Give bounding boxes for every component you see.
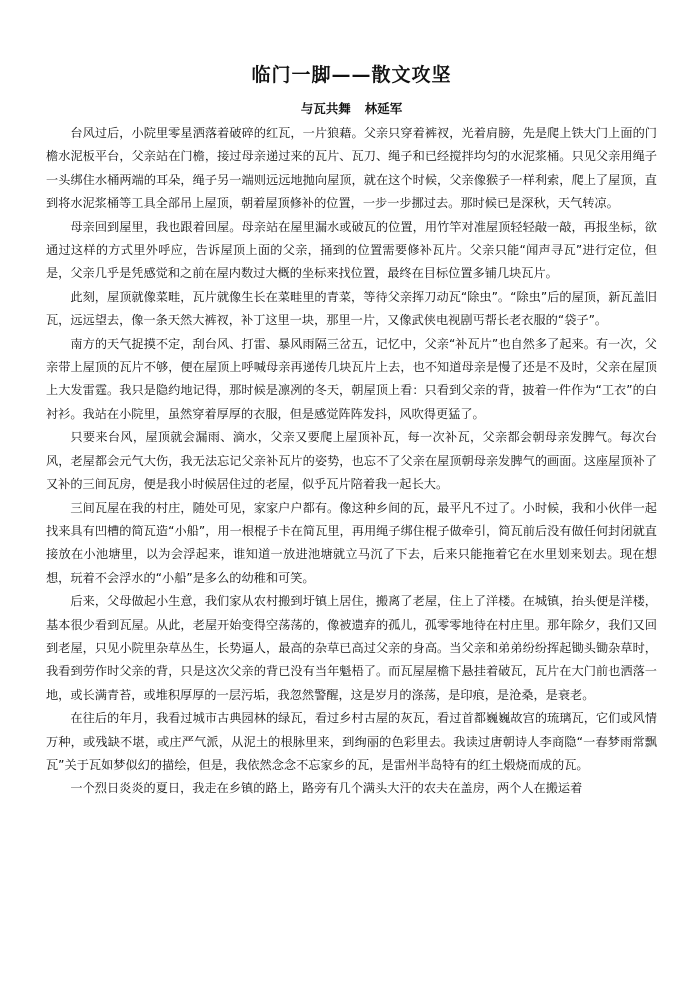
series-name: 与瓦共舞 xyxy=(300,101,351,116)
paragraph-3: 此刻，屋顶就像菜畦，瓦片就像生长在菜畦里的青菜，等待父亲挥刀动瓦“除虫”。“除虫”后的屋顶，新瓦盖旧瓦，远远望去，像一条天然大裤衩，补丁这里一块，那里一片，又像武侠电视剧丐帮长老衣服的“袋子”。 xyxy=(46,289,657,328)
paragraph-1: 台风过后，小院里零星洒落着破碎的红瓦，一片狼藉。父亲只穿着裤衩，光着肩膀，先是爬上铁大门上面的门檐水泥板平台，父亲站在门檐，接过母亲递过来的瓦片、瓦刀、绳子和已经搅拌均匀的水泥浆桶。只见父亲用绳子一头绑住水桶两端的耳朵，绳子另一端则远远地抛向屋顶，就在这个时候，父亲像猴子一样利索，爬上了屋顶，直到将水泥浆桶等工具全部吊上屋顶，朝着屋顶修补的位置，一步一步挪过去。那时候已是深秋，天气转凉。 xyxy=(46,126,657,211)
paragraph-5: 只要来台风，屋顶就会漏雨、滴水，父亲又要爬上屋顶补瓦，每一次补瓦，父亲都会朝母亲发脾气。每次台风，老屋都会元气大伤，我无法忘记父亲补瓦片的姿势，也忘不了父亲在屋顶朝母亲发脾气的画面。这座屋顶补了又补的三间瓦房，便是我小时候居住过的老屋，似乎瓦片陪着我一起长大。 xyxy=(46,430,657,492)
byline xyxy=(46,100,657,118)
paragraph-2: 母亲回到屋里，我也跟着回屋。母亲站在屋里漏水或破瓦的位置，用竹竿对准屋顶轻轻敲一敲，再报坐标，欲通过这样的方式里外呼应，告诉屋顶上面的父亲，捅到的位置需要修补瓦片。父亲只能“闻声寻瓦”进行定位，但是，父亲几乎是凭感觉和之前在屋内数过大概的坐标来找位置，最终在目标位置多铺几块瓦片。 xyxy=(46,219,657,281)
paragraph-7: 后来，父母做起小生意，我们家从农村搬到圩镇上居住，搬离了老屋，住上了洋楼。在城镇，抬头便是洋楼，基本很少看到瓦屋。从此，老屋开始变得空荡荡的，像被遗弃的孤儿，孤零零地待在村庄里。那年除夕，我们又回到老屋，只见小院里杂草丛生，长势逼人，最高的杂草已高过父亲的身高。当父亲和弟弟纷纷挥起锄头锄杂草时，我看到劳作时父亲的背，只是这次父亲的背已没有当年魁梧了。而瓦屋屋檐下悬挂着破瓦，瓦片在大门前也洒落一地，或长满青苔，或堆积厚厚的一层污垢，我忽然警醒，这是岁月的涤荡，是印痕，是沧桑，是衰老。 xyxy=(46,594,657,702)
paragraph-6: 三间瓦屋在我的村庄，随处可见，家家户户都有。像这种乡间的瓦，最平凡不过了。小时候，我和小伙伴一起找来具有凹槽的简瓦造“小船”，用一根棍子卡在简瓦里，再用绳子绑住棍子做牵引，简瓦前后没有做任何封闭就直接放在小池塘里，以为会浮起来，谁知道一放进池塘就立马沉了下去，后来只能拖着它在水里划来划去。现在想想，玩着不会浮水的“小船”是多么的幼稚和可笑。 xyxy=(46,500,657,585)
article-body xyxy=(46,122,657,801)
document-title: 临门一脚——散文攻坚 xyxy=(251,64,452,86)
paragraph-8: 在往后的年月，我看过城市古典园林的绿瓦，看过乡村古屋的灰瓦，看过首都巍巍故宫的琉璃瓦，它们或风情万种，或残缺不堪，或庄严气派，从泥土的根脉里来，到绚丽的色彩里去。我读过唐朝诗人李商隐“一春梦雨常飘瓦”关于瓦如梦似幻的描绘，但是，我依然念念不忘家乡的瓦，是雷州半岛特有的红土煅烧而成的瓦。 xyxy=(46,711,657,772)
paragraph-9: 一个烈日炎炎的夏日，我走在乡镇的路上，路旁有几个满头大汗的农夫在盖房，两个人在搬运着 xyxy=(70,781,583,796)
paragraph-4: 南方的天气捉摸不定，刮台风、打雷、暴风雨隔三岔五，记忆中，父亲“补瓦片”也自然多了起来。有一次，父亲带上屋顶的瓦片不够，便在屋顶上呼喊母亲再递传几块瓦片上去，也不知道母亲是慢了还是不及时，父亲在屋顶上大发雷霆。我只是隐约地记得，那时候是凛冽的冬天，朝屋顶上看：只看到父亲的背，披着一件作为“工衣”的白衬衫。我站在小院里，虽然穿着厚厚的衣服，但是感觉阵阵发抖，风吹得更猛了。 xyxy=(46,336,657,421)
author-name: 林延军 xyxy=(364,101,403,116)
